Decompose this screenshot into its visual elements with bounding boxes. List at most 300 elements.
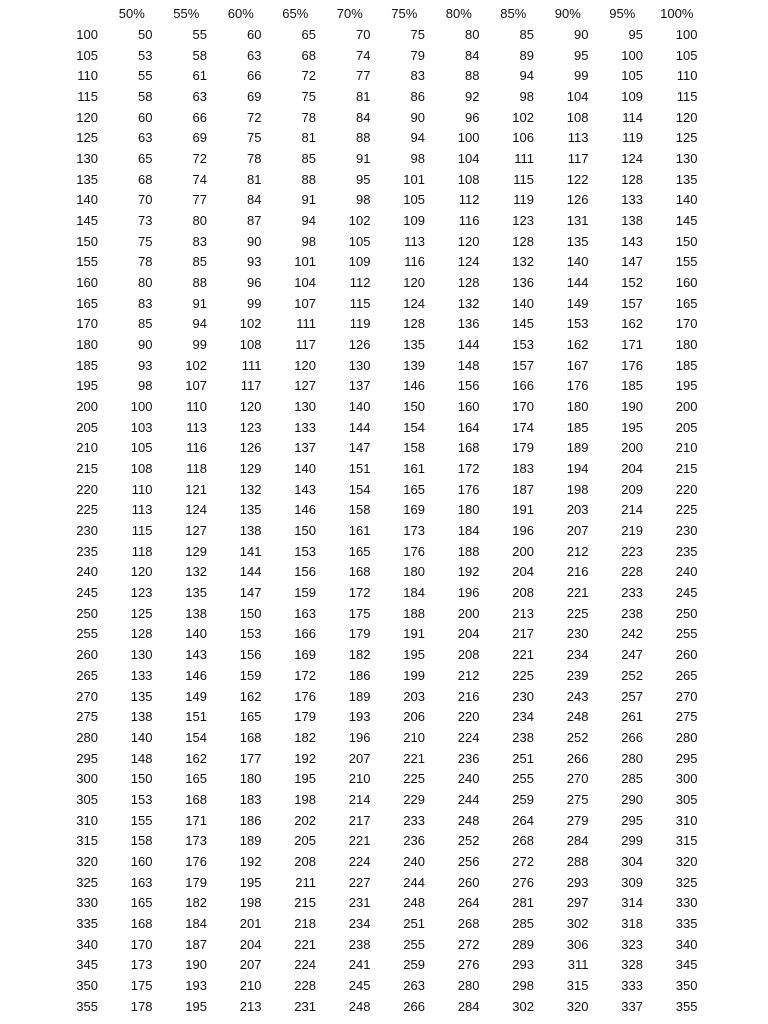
percent-value-cell: 211 [295, 874, 316, 890]
percent-value-cell: 234 [348, 915, 371, 931]
percent-header: 55% [173, 6, 200, 22]
percent-value-cell: 173 [130, 957, 153, 973]
percent-value-cell: 212 [457, 667, 480, 683]
percent-value-cell: 203 [566, 502, 589, 518]
percent-value-cell: 158 [403, 440, 425, 456]
percent-value-cell: 102 [348, 213, 371, 229]
percent-value-cell: 70 [138, 192, 153, 208]
percent-value-cell: 150 [239, 605, 262, 621]
percent-value-cell: 295 [621, 812, 643, 828]
percent-value-cell: 293 [512, 957, 534, 973]
percent-value-cell: 103 [130, 419, 153, 435]
percent-value-cell: 50 [138, 27, 153, 42]
percent-value-cell: 63 [247, 47, 262, 63]
percent-value-cell: 176 [185, 853, 207, 869]
percent-value-cell: 207 [239, 957, 262, 973]
table-row [50, 211, 699, 232]
percent-value-cell: 309 [621, 874, 643, 890]
percent-value-cell: 251 [403, 915, 425, 931]
percent-value-cell: 112 [349, 275, 371, 291]
percent-value-cell: 268 [457, 915, 480, 931]
percent-value-cell: 230 [566, 626, 589, 642]
table-row [50, 500, 699, 521]
percent-value-cell: 265 [675, 667, 698, 683]
percent-value-cell: 288 [566, 853, 589, 869]
percent-value-cell: 196 [348, 729, 371, 745]
base-value-cell: 185 [76, 357, 98, 373]
percent-value-cell: 168 [239, 729, 262, 745]
percent-value-cell: 94 [301, 213, 316, 229]
percent-value-cell: 280 [457, 977, 480, 993]
percent-value-cell: 69 [247, 89, 262, 105]
percent-value-cell: 248 [348, 998, 371, 1014]
percent-value-cell: 200 [512, 543, 534, 559]
percent-value-cell: 146 [403, 378, 425, 394]
percent-value-cell: 200 [621, 440, 643, 456]
percent-value-cell: 104 [294, 275, 316, 291]
percent-value-cell: 89 [519, 47, 534, 63]
percent-value-cell: 117 [567, 151, 589, 167]
percent-value-cell: 95 [628, 27, 643, 42]
base-value-cell: 135 [76, 171, 98, 187]
percent-value-cell: 245 [675, 585, 698, 601]
percent-value-cell: 90 [574, 27, 589, 42]
percent-value-cell: 219 [621, 523, 643, 539]
percent-value-cell: 193 [348, 709, 371, 725]
percent-value-cell: 203 [403, 688, 425, 704]
percent-value-cell: 230 [675, 523, 698, 539]
table-row [50, 231, 699, 252]
percent-value-cell: 147 [621, 254, 643, 270]
percent-value-cell: 108 [130, 461, 153, 477]
percent-value-cell: 170 [130, 936, 153, 952]
percent-value-cell: 140 [294, 461, 316, 477]
table-row [50, 872, 699, 893]
percent-value-cell: 233 [403, 812, 425, 828]
table-row [50, 852, 699, 873]
percent-value-cell: 63 [138, 130, 153, 146]
percent-value-cell: 192 [457, 564, 480, 580]
table-row [50, 66, 699, 87]
percent-value-cell: 225 [566, 605, 589, 621]
percent-value-cell: 299 [621, 833, 643, 849]
percent-value-cell: 91 [192, 295, 207, 311]
percent-value-cell: 248 [403, 895, 425, 911]
percent-value-cell: 138 [621, 213, 643, 229]
percent-value-cell: 218 [294, 915, 316, 931]
base-value-cell: 160 [76, 275, 98, 291]
percent-value-cell: 133 [294, 419, 316, 435]
percent-value-cell: 255 [675, 626, 698, 642]
percent-value-cell: 207 [348, 750, 371, 766]
percent-value-cell: 100 [457, 130, 480, 146]
base-value-cell: 330 [76, 895, 98, 911]
percent-value-cell: 115 [131, 523, 153, 539]
percent-value-cell: 102 [512, 109, 534, 125]
base-value-cell: 270 [76, 688, 98, 704]
percent-value-cell: 214 [621, 502, 643, 518]
percent-value-cell: 118 [186, 461, 207, 477]
percent-value-cell: 139 [403, 357, 425, 373]
percent-value-cell: 88 [356, 130, 371, 146]
percent-value-cell: 151 [185, 709, 207, 725]
percent-value-cell: 192 [294, 750, 316, 766]
percent-value-cell: 121 [185, 481, 207, 497]
percent-value-cell: 109 [621, 89, 643, 105]
percent-value-cell: 78 [138, 254, 153, 270]
percent-value-cell: 144 [239, 564, 262, 580]
percent-value-cell: 276 [512, 874, 534, 890]
percent-value-cell: 236 [457, 750, 480, 766]
base-value-cell: 150 [76, 233, 98, 249]
percent-value-cell: 310 [675, 812, 698, 828]
percent-value-cell: 173 [185, 833, 207, 849]
percent-value-cell: 132 [185, 564, 207, 580]
percent-value-cell: 172 [457, 461, 480, 477]
base-value-cell: 215 [76, 461, 98, 477]
percent-value-cell: 159 [239, 667, 262, 683]
percent-value-cell: 183 [512, 461, 534, 477]
percent-value-cell: 84 [465, 47, 480, 63]
percent-value-cell: 153 [294, 543, 316, 559]
percent-value-cell: 135 [239, 502, 262, 518]
percent-value-cell: 196 [512, 523, 534, 539]
percent-value-cell: 136 [457, 316, 480, 332]
table-row [50, 417, 699, 438]
percent-value-cell: 186 [239, 812, 262, 828]
percent-value-cell: 196 [457, 585, 480, 601]
base-value-cell: 205 [76, 419, 98, 435]
percent-value-cell: 198 [566, 481, 589, 497]
percent-value-cell: 116 [458, 213, 480, 229]
percent-value-cell: 107 [185, 378, 207, 394]
percent-value-cell: 241 [348, 957, 371, 973]
percent-value-cell: 192 [239, 853, 262, 869]
percent-value-cell: 257 [621, 688, 643, 704]
percent-value-cell: 65 [138, 151, 153, 167]
table-row [50, 769, 699, 790]
percent-value-cell: 55 [192, 27, 207, 42]
percent-value-cell: 182 [348, 647, 371, 663]
percent-value-cell: 92 [465, 89, 480, 105]
base-value-cell: 180 [76, 337, 98, 353]
percent-value-cell: 204 [457, 626, 480, 642]
percent-value-cell: 96 [465, 109, 480, 125]
percent-value-cell: 165 [348, 543, 371, 559]
percent-value-cell: 275 [675, 709, 698, 725]
percent-value-cell: 110 [131, 481, 153, 497]
table-row [50, 190, 699, 211]
table-row [50, 583, 699, 604]
percent-value-cell: 238 [512, 729, 534, 745]
percent-value-cell: 165 [675, 295, 698, 311]
percent-value-cell: 144 [348, 419, 371, 435]
percent-value-cell: 137 [348, 378, 371, 394]
percent-value-cell: 105 [621, 68, 643, 84]
percent-value-cell: 104 [566, 89, 589, 105]
base-value-cell: 210 [76, 440, 98, 456]
percent-value-cell: 99 [192, 337, 207, 353]
percent-value-cell: 135 [566, 233, 589, 249]
base-value-cell: 310 [76, 812, 98, 828]
percent-value-cell: 111 [241, 357, 262, 373]
percent-value-cell: 204 [621, 461, 643, 477]
percent-value-cell: 90 [138, 337, 153, 353]
table-row [50, 624, 699, 645]
percent-value-cell: 149 [566, 295, 589, 311]
base-value-cell: 265 [76, 667, 98, 683]
percent-value-cell: 160 [130, 853, 153, 869]
base-value-cell: 125 [76, 130, 98, 146]
percent-value-cell: 86 [410, 89, 425, 105]
table-row [50, 831, 699, 852]
percent-value-cell: 355 [675, 998, 698, 1014]
percent-value-cell: 225 [675, 502, 698, 518]
percent-value-cell: 60 [247, 27, 262, 42]
percent-value-cell: 224 [457, 729, 480, 745]
percent-value-cell: 275 [566, 791, 589, 807]
percent-value-cell: 259 [512, 791, 534, 807]
percent-value-cell: 155 [675, 254, 698, 270]
percent-value-cell: 221 [512, 647, 534, 663]
percent-value-cell: 320 [566, 998, 589, 1014]
percent-value-cell: 123 [239, 419, 262, 435]
percent-value-cell: 106 [512, 130, 534, 146]
base-value-cell: 165 [76, 295, 98, 311]
percent-value-cell: 124 [621, 151, 643, 167]
percent-value-cell: 171 [185, 812, 207, 828]
percent-value-cell: 215 [294, 895, 316, 911]
base-value-cell: 200 [76, 399, 98, 415]
base-value-cell: 240 [76, 564, 98, 580]
percent-value-cell: 240 [675, 564, 698, 580]
base-value-cell: 110 [77, 68, 98, 84]
percent-value-cell: 156 [239, 647, 262, 663]
percent-value-cell: 260 [675, 647, 698, 663]
percent-value-cell: 189 [239, 833, 262, 849]
percent-value-cell: 126 [239, 440, 262, 456]
percent-value-cell: 176 [403, 543, 425, 559]
percent-value-cell: 61 [192, 68, 207, 84]
percent-header: 50% [118, 6, 145, 22]
percent-value-cell: 140 [348, 399, 371, 415]
percent-value-cell: 150 [294, 523, 316, 539]
percent-value-cell: 221 [403, 750, 425, 766]
percent-value-cell: 184 [403, 585, 425, 601]
percent-value-cell: 77 [356, 68, 371, 84]
percent-value-cell: 213 [239, 998, 262, 1014]
percent-value-cell: 107 [294, 295, 316, 311]
percent-value-cell: 171 [621, 337, 643, 353]
base-value-cell: 155 [76, 254, 98, 270]
percent-value-cell: 165 [185, 771, 207, 787]
percent-value-cell: 163 [294, 605, 316, 621]
percent-value-cell: 195 [185, 998, 207, 1014]
percent-value-cell: 128 [621, 171, 643, 187]
percent-value-cell: 235 [675, 543, 698, 559]
percent-value-cell: 280 [675, 729, 698, 745]
percent-value-cell: 128 [457, 275, 480, 291]
percent-value-cell: 105 [348, 233, 371, 249]
percent-value-cell: 340 [675, 936, 698, 952]
percent-value-cell: 99 [574, 68, 589, 84]
percent-value-cell: 217 [348, 812, 371, 828]
percent-value-cell: 130 [675, 151, 698, 167]
percent-value-cell: 132 [457, 295, 480, 311]
percent-value-cell: 268 [512, 833, 534, 849]
percent-value-cell: 140 [130, 729, 153, 745]
percent-value-cell: 238 [348, 936, 371, 952]
percent-value-cell: 109 [348, 254, 371, 270]
percent-value-cell: 141 [239, 543, 262, 559]
percent-value-cell: 98 [519, 89, 534, 105]
percent-value-cell: 140 [675, 192, 698, 208]
percent-value-cell: 231 [294, 998, 316, 1014]
percent-value-cell: 63 [192, 89, 207, 105]
base-value-cell: 145 [76, 213, 98, 229]
percent-value-cell: 81 [301, 130, 316, 146]
percent-value-cell: 90 [410, 109, 425, 125]
percent-value-cell: 234 [512, 709, 534, 725]
table-row [50, 293, 699, 314]
percent-value-cell: 179 [348, 626, 371, 642]
percent-value-cell: 130 [348, 357, 371, 373]
percent-value-cell: 120 [130, 564, 153, 580]
percent-value-cell: 276 [457, 957, 480, 973]
percent-value-cell: 245 [348, 977, 371, 993]
base-value-cell: 100 [76, 27, 98, 42]
percent-value-cell: 98 [410, 151, 425, 167]
percent-value-cell: 68 [138, 171, 153, 187]
percent-value-cell: 221 [348, 833, 371, 849]
percent-value-cell: 72 [301, 68, 316, 84]
percent-value-cell: 83 [410, 68, 425, 84]
percent-value-cell: 135 [675, 171, 698, 187]
percent-value-cell: 188 [457, 543, 480, 559]
percent-value-cell: 93 [247, 254, 262, 270]
percent-value-cell: 345 [675, 957, 698, 973]
percent-value-cell: 84 [356, 109, 371, 125]
percent-value-cell: 150 [130, 771, 153, 787]
percent-value-cell: 263 [403, 977, 425, 993]
percent-value-cell: 289 [512, 936, 534, 952]
percent-value-cell: 74 [356, 47, 371, 63]
percent-value-cell: 83 [138, 295, 153, 311]
percent-value-cell: 187 [185, 936, 207, 952]
percent-value-cell: 100 [675, 27, 698, 42]
percent-value-cell: 266 [621, 729, 643, 745]
percent-value-cell: 91 [356, 151, 371, 167]
percent-value-cell: 168 [457, 440, 480, 456]
percent-value-cell: 225 [403, 771, 425, 787]
percent-value-cell: 135 [403, 337, 425, 353]
percent-value-cell: 119 [513, 192, 534, 208]
percent-value-cell: 206 [403, 709, 425, 725]
percent-header: 95% [609, 6, 636, 22]
percent-value-cell: 68 [301, 47, 316, 63]
percent-value-cell: 193 [185, 977, 207, 993]
percent-value-cell: 115 [513, 171, 534, 187]
percent-value-cell: 234 [566, 647, 589, 663]
percent-value-cell: 179 [185, 874, 207, 890]
percent-value-cell: 285 [621, 771, 643, 787]
percent-value-cell: 117 [240, 378, 262, 394]
percent-value-cell: 168 [185, 791, 207, 807]
table-row [50, 996, 699, 1017]
percent-value-cell: 116 [404, 254, 425, 270]
table-row [50, 45, 699, 66]
percent-value-cell: 293 [566, 874, 589, 890]
table-row [50, 107, 699, 128]
percent-value-cell: 175 [130, 977, 153, 993]
percent-value-cell: 220 [675, 481, 698, 497]
percent-value-cell: 94 [192, 316, 207, 332]
percent-value-cell: 119 [622, 130, 643, 146]
table-row [50, 748, 699, 769]
percent-value-cell: 195 [239, 874, 262, 890]
table-row [50, 25, 699, 46]
percent-value-cell: 100 [130, 399, 153, 415]
percent-value-cell: 169 [403, 502, 425, 518]
percent-value-cell: 81 [247, 171, 262, 187]
percent-value-cell: 154 [348, 481, 371, 497]
percent-value-cell: 210 [403, 729, 425, 745]
percent-value-cell: 113 [186, 419, 207, 435]
percent-value-cell: 69 [192, 130, 207, 146]
percent-value-cell: 194 [566, 461, 589, 477]
percent-value-cell: 295 [675, 750, 698, 766]
table-body [50, 25, 699, 1017]
percent-value-cell: 176 [294, 688, 316, 704]
base-value-cell: 255 [76, 626, 98, 642]
percent-value-cell: 201 [239, 915, 262, 931]
percent-value-cell: 221 [294, 936, 316, 952]
percent-value-cell: 157 [621, 295, 643, 311]
percent-value-cell: 281 [512, 895, 534, 911]
percent-value-cell: 160 [675, 275, 698, 291]
percent-value-cell: 108 [566, 109, 589, 125]
base-value-cell: 220 [76, 481, 98, 497]
percent-value-cell: 115 [349, 295, 371, 311]
percent-value-cell: 256 [457, 853, 480, 869]
percent-value-cell: 202 [294, 812, 316, 828]
percent-value-cell: 126 [566, 192, 589, 208]
percent-value-cell: 152 [621, 275, 643, 291]
percent-value-cell: 199 [403, 667, 425, 683]
table-row [50, 479, 699, 500]
percent-value-cell: 147 [348, 440, 371, 456]
percent-value-cell: 150 [675, 233, 698, 249]
percent-value-cell: 153 [566, 316, 589, 332]
percent-value-cell: 228 [294, 977, 316, 993]
percent-value-cell: 240 [403, 853, 425, 869]
percent-value-cell: 143 [185, 647, 207, 663]
percent-value-cell: 128 [130, 626, 153, 642]
percent-value-cell: 120 [675, 109, 698, 125]
percent-value-cell: 198 [239, 895, 262, 911]
percent-value-cell: 123 [130, 585, 153, 601]
percent-value-cell: 78 [247, 151, 262, 167]
percent-value-cell: 333 [621, 977, 643, 993]
base-value-cell: 245 [76, 585, 98, 601]
percent-value-cell: 163 [130, 874, 153, 890]
percent-value-cell: 323 [621, 936, 643, 952]
percent-value-cell: 88 [301, 171, 316, 187]
percent-value-cell: 213 [512, 605, 534, 621]
percent-value-cell: 110 [186, 399, 207, 415]
percent-value-cell: 214 [348, 791, 371, 807]
percent-value-cell: 168 [348, 564, 371, 580]
